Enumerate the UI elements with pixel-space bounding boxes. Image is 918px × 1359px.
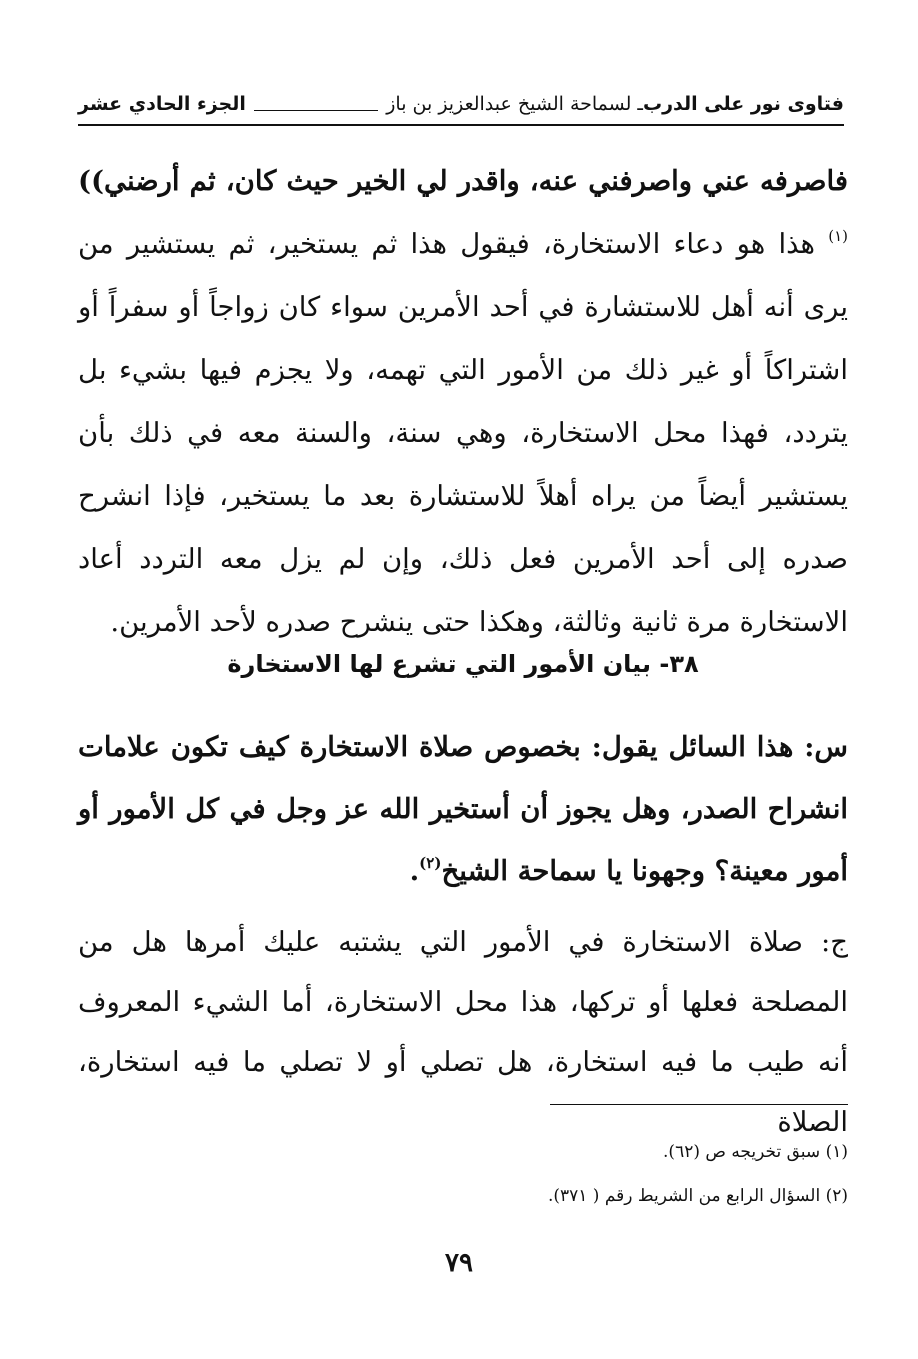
footnote-separator [550, 1104, 848, 1105]
question-end: . [409, 855, 420, 887]
footnotes [300, 1130, 848, 1218]
book-title: فتاوى نور على الدرب [643, 93, 844, 115]
answer-paragraph [78, 912, 848, 1152]
header-separator-line [254, 98, 378, 111]
section-heading [78, 650, 848, 678]
section-title: بيان الأمور التي تشرع لها الاستخارة [227, 650, 651, 678]
running-header [78, 86, 844, 126]
footnote-1: (١) سبق تخريجه ص (٦٢). [663, 1142, 848, 1162]
question-paragraph [78, 716, 848, 902]
continuation-text [78, 150, 848, 654]
answer-text: ج: صلاة الاستخارة في الأمور التي يشتبه عليك أمرها هل من المصلحة فعلها أو تركها، هذا محل الاستخارة، أما الشيء المعروف أنه طيب ما فيه استخارة، هل تصلي أو لا تصلي ما فيه استخارة، الصلاة [78, 926, 848, 1138]
footnote-2: (٢) السؤال الرابع من الشريط رقم ( ٣٧١). [547, 1186, 848, 1206]
volume-label: الجزء الحادي عشر [78, 93, 246, 115]
author-name: ـ لسماحة الشيخ عبدالعزيز بن باز [386, 93, 643, 115]
page-number: ٧٩ [445, 1248, 473, 1278]
question-text: س: هذا السائل يقول: بخصوص صلاة الاستخارة كيف تكون علامات انشراح الصدر، وهل يجوز أن أستخير الله عز وجل في كل الأمور أو أمور معينة؟ وجهونا يا سماحة الشيخ [78, 731, 848, 887]
hadith-quote: فاصرفه عني واصرفني عنه، واقدر لي الخير حيث كان، ثم أرضني)) [78, 165, 848, 197]
continuation-quote-paragraph [78, 150, 848, 654]
continuation-paragraph: هذا هو دعاء الاستخارة، فيقول هذا ثم يستخير، ثم يستشير من يرى أنه أهل للاستشارة في أحد الأمرين سواء كان زواجاً أو سفراً أو اشتراكاً أو غير ذلك من الأمور التي تهمه، ولا يجزم فيها بشيء بل يتردد، فهذا محل الاستخارة، وهي سنة، والسنة معه في ذلك بأن يستشير أيضاً من يراه أهلاً للاستشارة بعد ما يستخير، فإذا انشرح صدره إلى أحد الأمرين فعل ذلك، وإن لم يزل معه التردد أعاد الاستخارة مرة ثانية وثالثة، وهكذا حتى ينشرح صدره لأحد الأمرين. [78, 228, 848, 638]
footnote-marker-2: (٢) [419, 854, 442, 872]
section-number: ٣٨- [659, 650, 699, 678]
footnote-marker-1: (١) [828, 227, 848, 245]
